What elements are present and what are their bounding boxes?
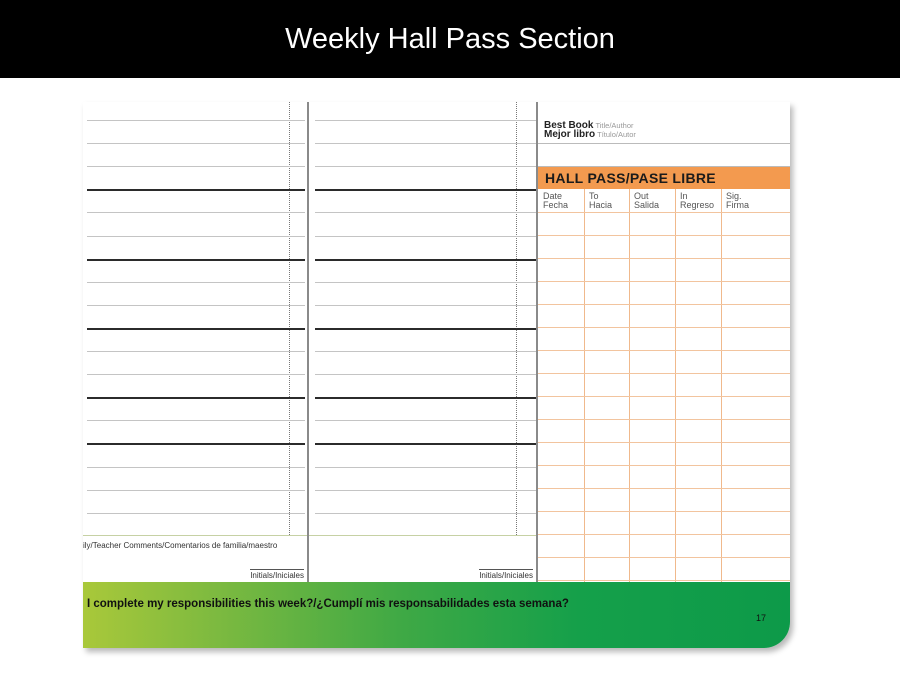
hall-pass-row-line xyxy=(538,281,790,282)
writing-line xyxy=(87,282,305,283)
writing-line xyxy=(87,120,305,121)
hall-pass-gridline xyxy=(675,189,676,582)
hall-pass-row-line xyxy=(538,396,790,397)
hall-pass-row-line xyxy=(538,557,790,558)
writing-line xyxy=(315,351,536,352)
hall-pass-row-line xyxy=(538,511,790,512)
notes-column-middle xyxy=(307,102,536,582)
initials-label-left: Initials/Iniciales xyxy=(250,571,304,580)
writing-line xyxy=(87,443,305,445)
hall-pass-row-line xyxy=(538,488,790,489)
writing-line xyxy=(87,305,305,306)
comments-label: ily/Teacher Comments/Comentarios de familia/maestro xyxy=(83,541,278,550)
writing-line xyxy=(87,397,305,399)
writing-line xyxy=(87,490,305,491)
writing-line xyxy=(87,259,305,261)
writing-line xyxy=(315,443,536,445)
planner-page xyxy=(83,102,790,648)
writing-line xyxy=(315,120,536,121)
writing-line xyxy=(315,305,536,306)
writing-line xyxy=(87,467,305,468)
hall-pass-row-line xyxy=(538,258,790,259)
hall-pass-row-line xyxy=(538,212,790,213)
hall-pass-row-line xyxy=(538,350,790,351)
writing-line xyxy=(315,143,536,144)
writing-line xyxy=(315,374,536,375)
hall-pass-col-in: In Regreso xyxy=(680,191,715,210)
hall-pass-gridline xyxy=(629,189,630,582)
writing-line xyxy=(87,212,305,213)
hall-pass-row-line xyxy=(538,465,790,466)
hall-pass-gridline xyxy=(721,189,722,582)
writing-line xyxy=(315,513,536,514)
writing-line xyxy=(87,189,305,191)
page-number: 17 xyxy=(755,613,766,623)
hall-pass-column xyxy=(536,102,790,582)
notes-column-left xyxy=(83,102,307,582)
best-book-line xyxy=(538,143,790,144)
hall-pass-col-to: To Hacia xyxy=(589,191,613,210)
writing-line xyxy=(315,490,536,491)
hall-pass-row-line xyxy=(538,327,790,328)
writing-line xyxy=(87,351,305,352)
hall-pass-row-line xyxy=(538,442,790,443)
writing-line xyxy=(87,374,305,375)
responsibility-question: I complete my responsibilities this week?/¿Cumplí mis responsabilidades esta semana? xyxy=(87,598,569,610)
slide-title: Weekly Hall Pass Section xyxy=(0,0,900,78)
hall-pass-col-date: Date Fecha xyxy=(543,191,569,210)
writing-line xyxy=(315,467,536,468)
hall-pass-col-out: Out Salida xyxy=(634,191,660,210)
comments-box-left xyxy=(83,535,307,582)
hall-pass-row-line xyxy=(538,373,790,374)
best-book-label: Best Book xyxy=(544,120,594,131)
writing-line xyxy=(315,397,536,399)
comments-box-middle xyxy=(309,535,536,582)
writing-line xyxy=(315,189,536,191)
hall-pass-col-signature: Sig. Firma xyxy=(726,191,749,210)
writing-line xyxy=(315,212,536,213)
mejor-libro-hint: Título/Autor xyxy=(597,130,636,139)
writing-line xyxy=(87,143,305,144)
hall-pass-row-line xyxy=(538,304,790,305)
hall-pass-header: HALL PASS/PASE LIBRE xyxy=(538,167,790,189)
hall-pass-row-line xyxy=(538,235,790,236)
best-book-hint: Title/Author xyxy=(595,121,634,130)
hall-pass-row-line xyxy=(538,419,790,420)
mejor-libro-label: Mejor libro xyxy=(544,129,596,140)
writing-line xyxy=(315,259,536,261)
hall-pass-row-line xyxy=(538,580,790,581)
writing-line xyxy=(87,513,305,514)
writing-line xyxy=(87,420,305,421)
best-book-field xyxy=(544,121,636,139)
writing-line xyxy=(87,166,305,167)
writing-line xyxy=(315,328,536,330)
hall-pass-row-line xyxy=(538,534,790,535)
writing-line xyxy=(315,420,536,421)
initials-label-middle: Initials/Iniciales xyxy=(479,571,533,580)
writing-line xyxy=(87,328,305,330)
writing-line xyxy=(315,166,536,167)
writing-line xyxy=(315,236,536,237)
hall-pass-gridline xyxy=(584,189,585,582)
responsibility-banner xyxy=(83,582,790,648)
writing-line xyxy=(87,236,305,237)
writing-line xyxy=(315,282,536,283)
